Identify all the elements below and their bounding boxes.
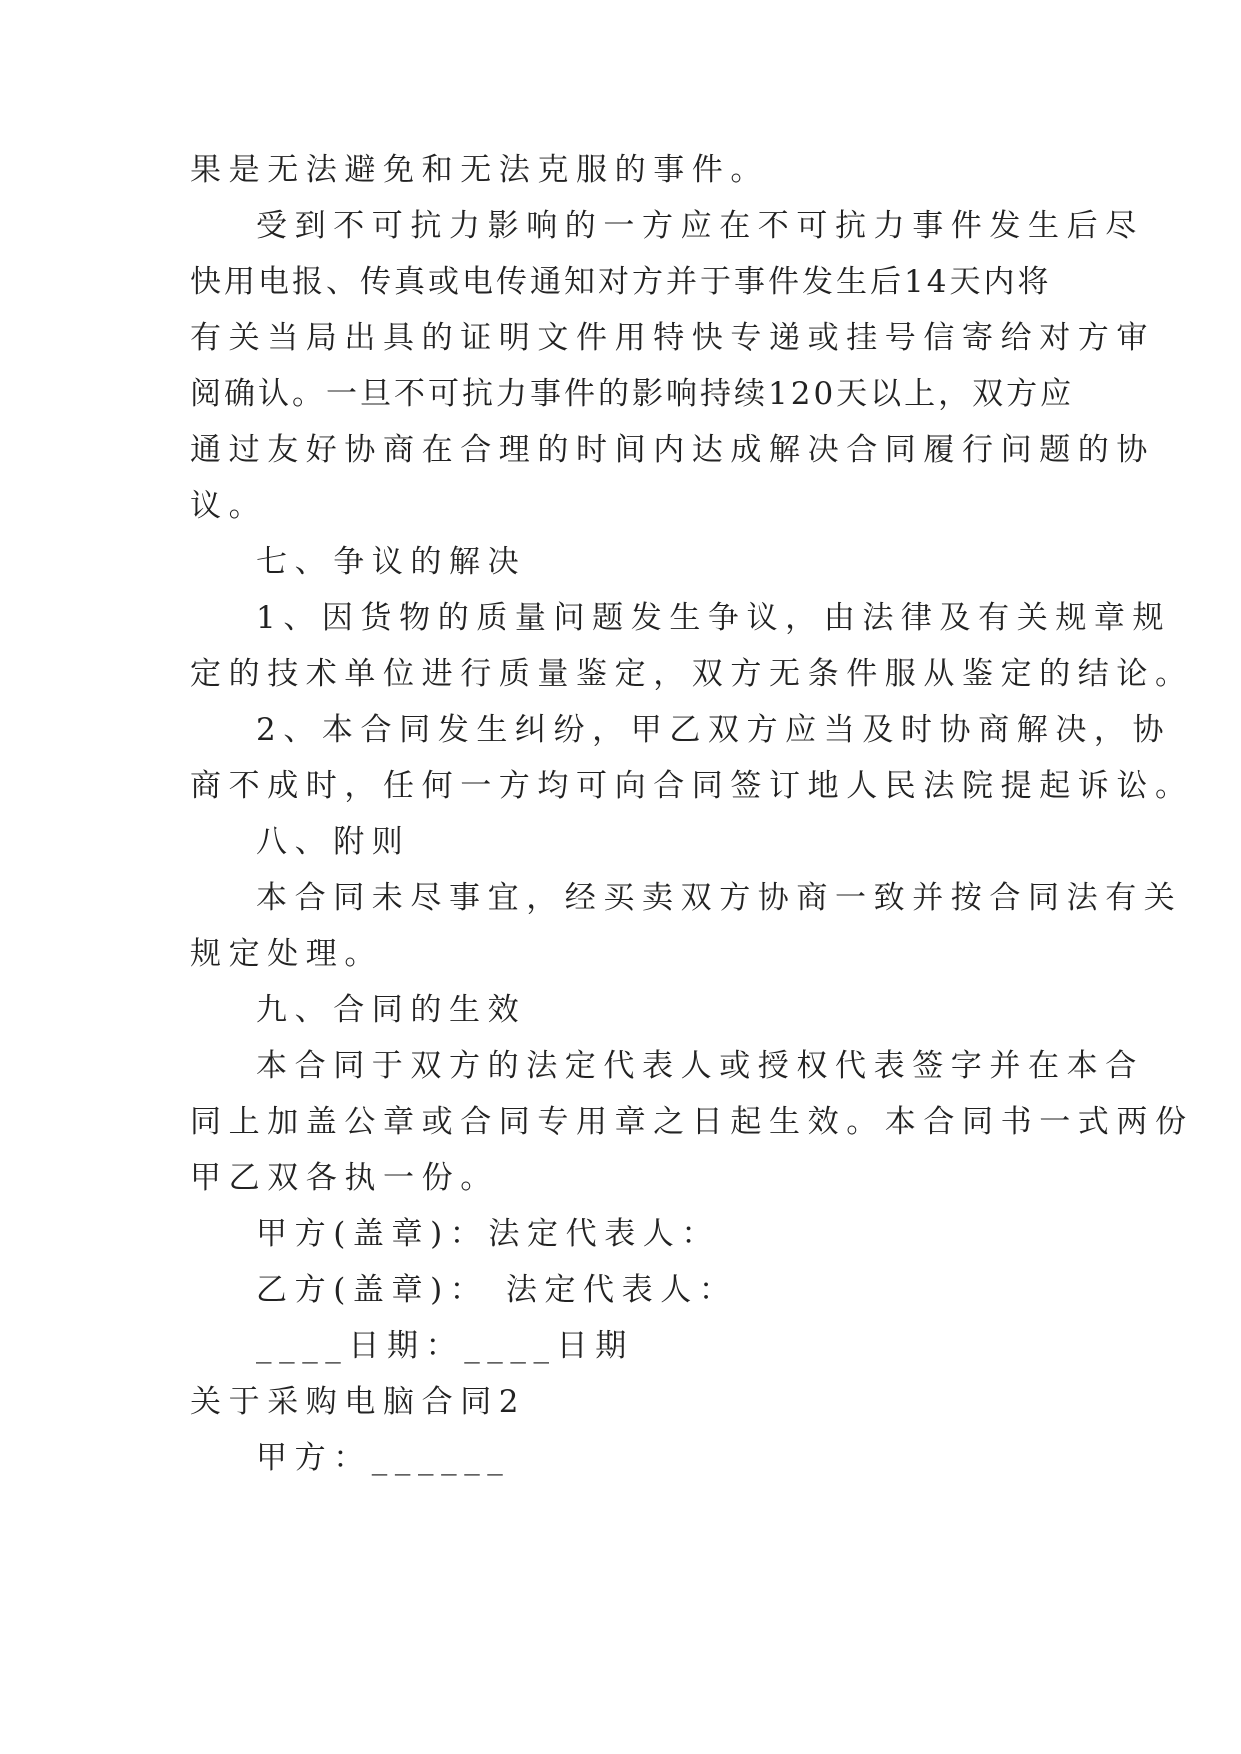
paragraph-line: 定的技术单位进行质量鉴定，双方无条件服从鉴定的结论。 — [190, 656, 1194, 692]
paragraph-line: 阅确认。一旦不可抗力事件的影响持续120天以上，双方应 — [190, 376, 1075, 412]
paragraph-line: 甲乙双各执一份。 — [190, 1160, 499, 1196]
section-heading: 七、争议的解决 — [256, 544, 527, 580]
paragraph-line: 本合同未尽事宜，经买卖双方协商一致并按合同法有关 — [256, 880, 1183, 916]
paragraph-line: 议。 — [190, 488, 268, 524]
section-heading: 八、附则 — [256, 824, 411, 860]
paragraph-line: 商不成时，任何一方均可向合同签订地人民法院提起诉讼。 — [190, 768, 1194, 804]
paragraph-line: 快用电报、传真或电传通知对方并于事件发生后14天内将 — [190, 264, 1052, 300]
section-heading: 九、合同的生效 — [256, 992, 527, 1028]
paragraph-line: 受到不可抗力影响的一方应在不可抗力事件发生后尽 — [256, 208, 1144, 244]
paragraph-line: 2、本合同发生纠纷，甲乙双方应当及时协商解决，协 — [256, 712, 1172, 748]
document-title: 关于采购电脑合同2 — [190, 1384, 527, 1420]
date-line: ____日期：____日期 — [256, 1328, 634, 1364]
paragraph-line: 同上加盖公章或合同专用章之日起生效。本合同书一式两份 — [190, 1104, 1194, 1140]
paragraph-line: 有关当局出具的证明文件用特快专递或挂号信寄给对方审 — [190, 320, 1155, 356]
paragraph-line: 通过友好协商在合理的时间内达成解决合同履行问题的协 — [190, 432, 1155, 468]
paragraph-line: 果是无法避免和无法克服的事件。 — [190, 152, 769, 188]
signature-line-party-a: 甲方(盖章)：法定代表人： — [256, 1216, 720, 1252]
paragraph-line: 规定处理。 — [190, 936, 383, 972]
paragraph-line: 1、因货物的质量问题发生争议，由法律及有关规章规 — [256, 600, 1172, 636]
signature-line-party-b: 乙方(盖章)： 法定代表人： — [256, 1272, 738, 1308]
paragraph-line: 本合同于双方的法定代表人或授权代表签字并在本合 — [256, 1048, 1144, 1084]
party-a-line: 甲方：______ — [256, 1440, 511, 1476]
